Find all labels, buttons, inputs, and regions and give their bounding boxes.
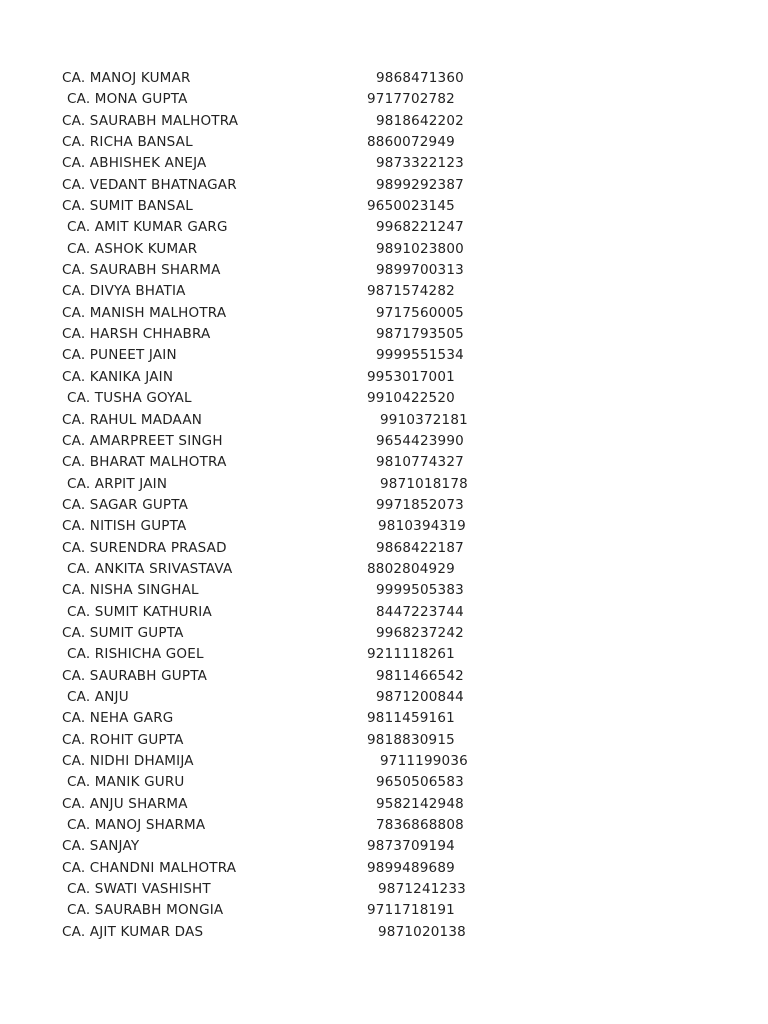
list-item xyxy=(62,303,482,324)
contact-phone: 9873709194 xyxy=(367,838,455,855)
contact-phone: 9910422520 xyxy=(367,390,455,407)
contact-phone: 9810774327 xyxy=(376,454,464,471)
contact-phone: 9899489689 xyxy=(367,859,455,876)
contact-phone: 9868422187 xyxy=(376,539,464,556)
contact-name: CA. SAURABH MALHOTRA xyxy=(62,112,239,129)
list-item xyxy=(62,452,482,473)
list-item xyxy=(62,89,482,110)
list-item xyxy=(62,730,482,751)
list-item xyxy=(62,580,482,601)
contact-phone: 9871018178 xyxy=(380,475,468,492)
contact-phone: 9999505383 xyxy=(376,582,464,599)
contact-phone: 9871020138 xyxy=(378,923,466,940)
contact-name: CA. MANISH MALHOTRA xyxy=(62,304,227,321)
list-item xyxy=(62,68,482,89)
contact-phone: 8860072949 xyxy=(367,134,455,151)
list-item xyxy=(62,516,482,537)
contact-list xyxy=(62,68,482,943)
list-item xyxy=(62,367,482,388)
contact-phone: 9871241233 xyxy=(378,881,466,898)
contact-name: CA. HARSH CHHABRA xyxy=(62,326,211,343)
list-item xyxy=(62,132,482,153)
contact-name: CA. MANOJ KUMAR xyxy=(62,70,191,86)
list-item xyxy=(62,153,482,174)
contact-name: CA. AMIT KUMAR GARG xyxy=(67,219,228,236)
contact-phone: 9811459161 xyxy=(367,710,455,727)
contact-name: CA. NITISH GUPTA xyxy=(62,518,187,535)
contact-name: CA. RISHICHA GOEL xyxy=(67,646,204,663)
contact-name: CA. SAURABH SHARMA xyxy=(62,262,221,279)
contact-name: CA. SAGAR GUPTA xyxy=(62,496,189,513)
list-item xyxy=(62,175,482,196)
list-item xyxy=(62,217,482,238)
list-item xyxy=(62,708,482,729)
list-item xyxy=(62,836,482,857)
contact-name: CA. MANIK GURU xyxy=(67,774,185,791)
list-item xyxy=(62,196,482,217)
contact-phone: 9650023145 xyxy=(367,198,455,215)
list-item xyxy=(62,495,482,516)
list-item xyxy=(62,559,482,580)
contact-phone: 9971852073 xyxy=(376,496,464,513)
contact-phone: 7836868808 xyxy=(376,817,464,834)
contact-phone: 9899700313 xyxy=(376,262,464,279)
list-item xyxy=(62,900,482,921)
contact-name: CA. BHARAT MALHOTRA xyxy=(62,454,227,471)
contact-name: CA. NEHA GARG xyxy=(62,710,174,727)
list-item xyxy=(62,239,482,260)
list-item xyxy=(62,474,482,495)
contact-phone: 8802804929 xyxy=(367,560,455,577)
contact-phone: 9968221247 xyxy=(376,219,464,236)
contact-name: CA. AMARPREET SINGH xyxy=(62,432,223,449)
list-item xyxy=(62,922,482,943)
list-item xyxy=(62,538,482,559)
list-item xyxy=(62,111,482,132)
list-item xyxy=(62,388,482,409)
contact-name: CA. ARPIT JAIN xyxy=(67,475,168,492)
list-item xyxy=(62,687,482,708)
list-item xyxy=(62,431,482,452)
list-item xyxy=(62,410,482,431)
contact-name: CA. SURENDRA PRASAD xyxy=(62,539,227,556)
contact-phone: 9871574282 xyxy=(367,283,455,300)
contact-name: CA. SWATI VASHISHT xyxy=(67,881,211,898)
contact-phone: 9818830915 xyxy=(367,731,455,748)
contact-name: CA. RAHUL MADAAN xyxy=(62,411,203,428)
contact-phone: 8447223744 xyxy=(376,603,464,620)
contact-name: CA. ANJU xyxy=(67,688,129,705)
contact-phone: 9968237242 xyxy=(376,624,464,641)
list-item xyxy=(62,666,482,687)
contact-name: CA. ANKITA SRIVASTAVA xyxy=(67,560,233,577)
list-item xyxy=(62,623,482,644)
contact-name: CA. CHANDNI MALHOTRA xyxy=(62,859,237,876)
contact-name: CA. SUMIT KATHURIA xyxy=(67,603,212,620)
contact-name: CA. TUSHA GOYAL xyxy=(67,390,192,407)
contact-phone: 9717560005 xyxy=(376,304,464,321)
list-item xyxy=(62,815,482,836)
contact-phone: 9891023800 xyxy=(376,240,464,257)
contact-name: CA. SANJAY xyxy=(62,838,140,855)
list-item xyxy=(62,324,482,345)
contact-name: CA. SAURABH MONGIA xyxy=(67,902,224,919)
list-item xyxy=(62,602,482,623)
contact-phone: 9871793505 xyxy=(376,326,464,343)
list-item xyxy=(62,644,482,665)
contact-phone: 9999551534 xyxy=(376,347,464,364)
contact-name: CA. PUNEET JAIN xyxy=(62,347,177,364)
list-item xyxy=(62,858,482,879)
contact-phone: 9717702782 xyxy=(367,91,455,108)
contact-phone: 9582142948 xyxy=(376,795,464,812)
list-item xyxy=(62,281,482,302)
contact-phone: 9899292387 xyxy=(376,176,464,193)
contact-phone: 9811466542 xyxy=(376,667,464,684)
contact-phone: 9873322123 xyxy=(376,155,464,172)
contact-name: CA. MONA GUPTA xyxy=(67,91,188,108)
contact-name: CA. ASHOK KUMAR xyxy=(67,240,198,257)
contact-name: CA. ROHIT GUPTA xyxy=(62,731,184,748)
contact-name: CA. DIVYA BHATIA xyxy=(62,283,186,300)
contact-phone: 9711199036 xyxy=(380,753,468,769)
contact-phone: 9711718191 xyxy=(367,902,455,919)
contact-name: CA. SUMIT GUPTA xyxy=(62,624,184,641)
contact-name: CA. RICHA BANSAL xyxy=(62,134,193,151)
contact-phone: 9211118261 xyxy=(367,646,455,663)
contact-name: CA. KANIKA JAIN xyxy=(62,368,174,385)
contact-name: CA. SUMIT BANSAL xyxy=(62,198,193,215)
contact-name: CA. AJIT KUMAR DAS xyxy=(62,923,204,940)
contact-phone: 9810394319 xyxy=(378,518,466,535)
contact-name: CA. VEDANT BHATNAGAR xyxy=(62,176,237,193)
list-item xyxy=(62,772,482,793)
contact-name: CA. MANOJ SHARMA xyxy=(67,817,206,834)
list-item xyxy=(62,879,482,900)
contact-phone: 9953017001 xyxy=(367,368,455,385)
list-item xyxy=(62,345,482,366)
contact-name: CA. NIDHI DHAMIJA xyxy=(62,753,194,769)
list-item xyxy=(62,794,482,815)
contact-name: CA. SAURABH GUPTA xyxy=(62,667,208,684)
contact-phone: 9910372181 xyxy=(380,411,468,428)
contact-phone: 9654423990 xyxy=(376,432,464,449)
contact-phone: 9650506583 xyxy=(376,774,464,791)
contact-phone: 9868471360 xyxy=(376,70,464,86)
contact-name: CA. NISHA SINGHAL xyxy=(62,582,199,599)
contact-name: CA. ABHISHEK ANEJA xyxy=(62,155,207,172)
contact-phone: 9818642202 xyxy=(376,112,464,129)
contact-name: CA. ANJU SHARMA xyxy=(62,795,188,812)
contact-phone: 9871200844 xyxy=(376,688,464,705)
list-item xyxy=(62,751,482,772)
list-item xyxy=(62,260,482,281)
